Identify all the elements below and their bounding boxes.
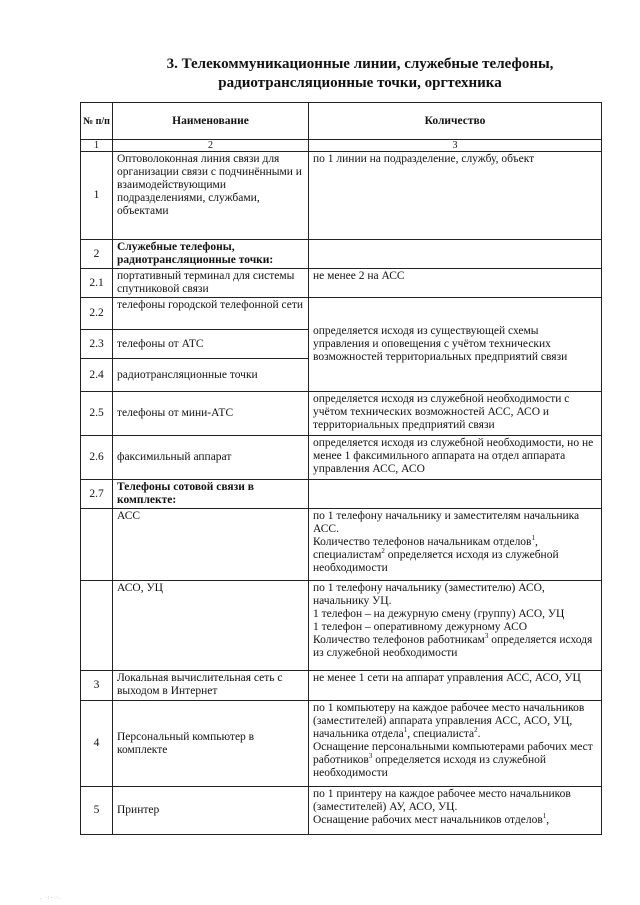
table-row — [81, 392, 602, 436]
qty-line — [313, 549, 597, 575]
footnote-ref: 1 — [403, 726, 408, 735]
row-name: Служебные телефоны, радиотрансляционные точки: — [113, 240, 309, 269]
table-row — [81, 509, 602, 581]
row-num: 5 — [81, 787, 113, 835]
qty-line: по 1 телефону начальнику и заместителям начальника АСС. — [313, 510, 580, 535]
qty-line — [313, 702, 597, 741]
row-name: факсимильный аппарат — [113, 436, 309, 480]
qty-text: Оснащение рабочих мест начальников отделов — [313, 814, 543, 826]
section-title-line2: радиотрансляционные точки, оргтехника — [218, 75, 502, 91]
row-qty: не менее 1 сети на аппарат управления АСС, АСО, УЦ — [309, 671, 602, 701]
header-num: № п/п — [81, 103, 113, 140]
row-num — [81, 509, 113, 581]
qty-line: 1 телефон – оперативному дежурному АСО — [313, 621, 528, 633]
qty-text: . — [477, 728, 481, 740]
table-row — [81, 701, 602, 787]
row-num: 3 — [81, 671, 113, 701]
row-num: 2.3 — [81, 330, 113, 359]
colnum-2: 2 — [113, 140, 309, 152]
qty-text: , — [546, 814, 550, 826]
qty-text: определяется исходя из служебной необходимости — [313, 549, 559, 574]
column-number-row — [81, 140, 602, 152]
row-name: портативный терминал для системы спутниковой связи — [113, 269, 309, 298]
row-name: Локальная вычислительная сеть с выходом в Интернет — [113, 671, 309, 701]
row-num: 2.2 — [81, 298, 113, 330]
table-row — [81, 581, 602, 671]
qty-text: Количество телефонов работникам — [313, 634, 485, 646]
qty-line: по 1 телефону начальнику (заместителю) АСО, начальнику УЦ. — [313, 582, 545, 607]
row-num — [81, 581, 113, 671]
row-qty-merged: определяется исходя из существующей схемы управления и оповещения с учётом технических возможностей территориальных предприятий связи — [309, 298, 602, 392]
section-title — [110, 55, 610, 93]
qty-text: Количество телефонов начальникам отделов — [313, 536, 532, 548]
row-num: 2 — [81, 240, 113, 269]
table-row — [81, 152, 602, 240]
table-row — [81, 240, 602, 269]
row-qty — [309, 581, 602, 671]
footnote-ref: 2 — [474, 726, 478, 735]
row-qty — [309, 509, 602, 581]
row-num: 4 — [81, 701, 113, 787]
equipment-table — [80, 102, 602, 835]
qty-line: по 1 принтеру на каждое рабочее место начальников (заместителей) АУ, АСО, УЦ. — [313, 788, 571, 813]
table-row — [81, 480, 602, 509]
row-name: телефоны от мини-АТС — [113, 392, 309, 436]
row-qty — [309, 701, 602, 787]
table-header-row — [81, 103, 602, 140]
row-qty — [309, 240, 602, 269]
qty-line — [313, 814, 597, 827]
footnote-ref: 1 — [542, 812, 547, 821]
qty-text: , — [535, 536, 538, 548]
row-qty — [309, 480, 602, 509]
row-num: 2.5 — [81, 392, 113, 436]
section-title-line1: 3. Телекоммуникационные линии, служебные телефоны, — [166, 56, 554, 72]
row-qty: не менее 2 на АСС — [309, 269, 602, 298]
footnote-ref: 3 — [368, 752, 373, 761]
table-row — [81, 787, 602, 835]
colnum-3: 3 — [309, 140, 602, 152]
row-num: 2.4 — [81, 359, 113, 392]
qty-line — [313, 536, 597, 549]
footnote-ref: 2 — [381, 547, 385, 556]
scan-artifact: . ·:· ·. — [40, 895, 62, 901]
row-name: Принтер — [113, 787, 309, 835]
row-num: 2.1 — [81, 269, 113, 298]
row-name: АСС — [113, 509, 309, 581]
table-row — [81, 671, 602, 701]
footnote-ref: 1 — [531, 534, 535, 543]
qty-line — [313, 634, 597, 660]
qty-text: по 1 компьютеру на каждое рабочее место начальников (заместителей) аппарата управления АСС, АСО, УЦ, начальника отдела — [313, 702, 585, 740]
row-name: радиотрансляционные точки — [113, 359, 309, 392]
row-num: 2.7 — [81, 480, 113, 509]
row-qty: определяется исходя из служебной необходимости, но не менее 1 факсимильного аппарата на отдел аппарата управления АСС, АСО — [309, 436, 602, 480]
row-name: Телефоны сотовой связи в комплекте: — [113, 480, 309, 509]
qty-text: Оснащение персональными компьютерами рабочих мест работников — [313, 741, 593, 766]
header-name: Наименование — [113, 103, 309, 140]
row-qty: по 1 линии на подразделение, службу, объект — [309, 152, 602, 240]
row-qty: определяется исходя из служебной необходимости с учётом технических возможностей АСС, АСО и территориальных предприятий связи — [309, 392, 602, 436]
qty-line — [313, 741, 597, 780]
table-row — [81, 436, 602, 480]
row-name: Оптоволоконная линия связи для организации связи с подчинёнными и взаимодействующими подразделениями, службами, объектами — [113, 152, 309, 240]
table-row — [81, 269, 602, 298]
table-row — [81, 298, 602, 330]
qty-text: , специалиста — [407, 728, 475, 740]
qty-text: определяется исходя из служебной необходимости — [313, 634, 593, 659]
row-name: Персональный компьютер в комплекте — [113, 701, 309, 787]
footnote-ref: 3 — [484, 632, 489, 641]
colnum-1: 1 — [81, 140, 113, 152]
row-qty — [309, 787, 602, 835]
row-name: телефоны городской телефонной сети — [113, 298, 309, 330]
qty-text: определяется исходя из служебной необходимости — [313, 754, 547, 779]
row-name: телефоны от АТС — [113, 330, 309, 359]
qty-line: 1 телефон – на дежурную смену (группу) АСО, УЦ — [313, 608, 565, 620]
qty-text: специалистам — [313, 549, 382, 561]
row-name: АСО, УЦ — [113, 581, 309, 671]
header-qty: Количество — [309, 103, 602, 140]
row-num: 2.6 — [81, 436, 113, 480]
row-num: 1 — [81, 152, 113, 240]
